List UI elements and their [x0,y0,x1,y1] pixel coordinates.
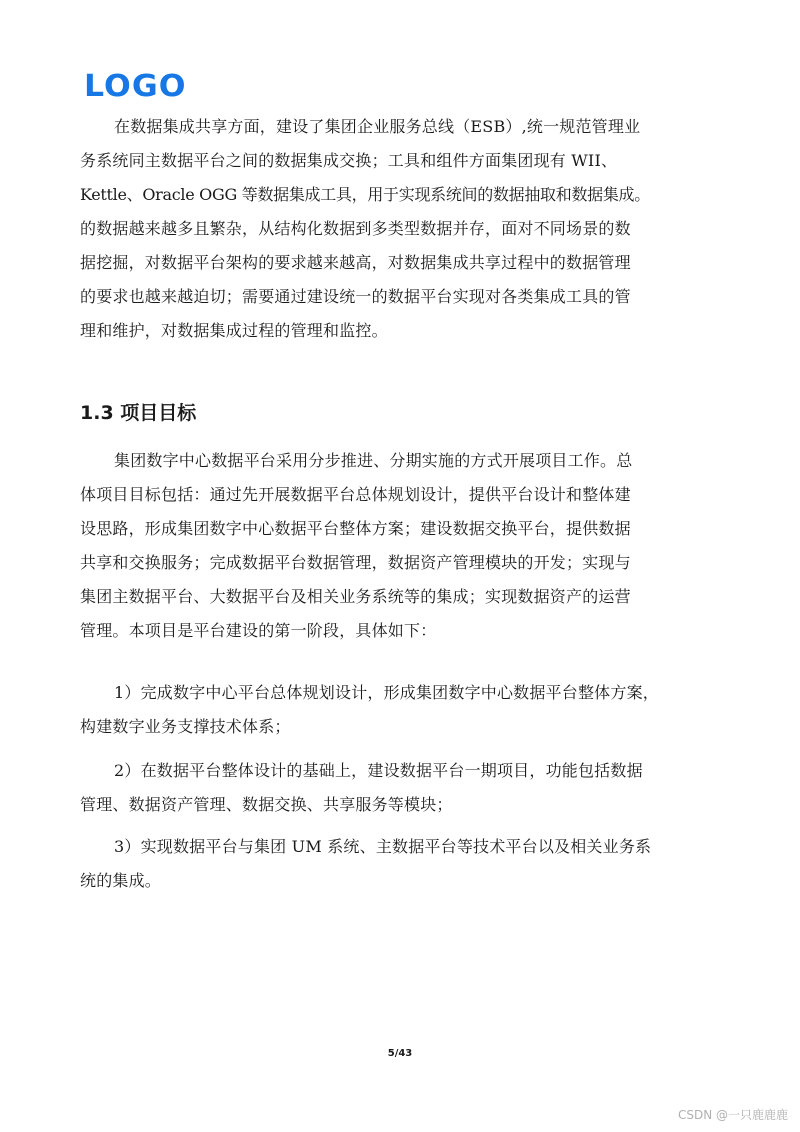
paragraph-line: 的要求也越来越迫切；需要通过建设统一的数据平台实现对各类集成工具的管 [80,287,631,306]
goal-paragraph [80,444,730,648]
paragraph-line: 理和维护，对数据集成过程的管理和监控。 [80,321,388,340]
list-item-1 [80,676,730,744]
watermark: CSDN @一只鹿鹿鹿 [677,1108,788,1122]
page-number: 5/43 [387,1048,413,1059]
list-item-line: 统的集成。 [80,871,162,890]
list-item-line: 3）实现数据平台与集团 UM 系统、主数据平台等技术平台以及相关业务系 [114,837,652,856]
paragraph-line: 务系统同主数据平台之间的数据集成交换；工具和组件方面集团现有 WII、 [80,151,618,170]
list-item-line: 2）在数据平台整体设计的基础上，建设数据平台一期项目，功能包括数据 [114,761,643,780]
paragraph-line: 的数据越来越多且繁杂，从结构化数据到多类型数据并存，面对不同场景的数 [80,219,631,238]
paragraph-line: Kettle、Oracle OGG 等数据集成工具，用于实现系统间的数据抽取和数据集成。 [80,185,650,204]
paragraph-line: 共享和交换服务；完成数据平台数据管理，数据资产管理模块的开发；实现与 [80,553,631,572]
paragraph-line: 设思路，形成集团数字中心数据平台整体方案；建设数据交换平台，提供数据 [80,519,631,538]
intro-paragraph [80,110,730,348]
paragraph-line: 集团数字中心数据平台采用分步推进、分期实施的方式开展项目工作。总 [114,451,633,470]
logo: LOGO [84,69,187,104]
list-item-line: 构建数字业务支撑技术体系； [80,717,291,736]
list-item-3 [80,830,730,898]
list-item-line: 1）完成数字中心平台总体规划设计，形成集团数字中心数据平台整体方案， [114,683,659,702]
paragraph-line: 体项目目标包括：通过先开展数据平台总体规划设计，提供平台设计和整体建 [80,485,631,504]
section-heading: 1.3 项目目标 [80,402,197,424]
list-item-2 [80,754,730,822]
paragraph-line: 据挖掘，对数据平台架构的要求越来越高，对数据集成共享过程中的数据管理 [80,253,631,272]
paragraph-line: 在数据集成共享方面，建设了集团企业服务总线（ESB）,统一规范管理业 [114,117,641,136]
paragraph-line: 管理。本项目是平台建设的第一阶段，具体如下： [80,621,437,640]
paragraph-line: 集团主数据平台、大数据平台及相关业务系统等的集成；实现数据资产的运营 [80,587,631,606]
list-item-line: 管理、数据资产管理、数据交换、共享服务等模块； [80,795,453,814]
